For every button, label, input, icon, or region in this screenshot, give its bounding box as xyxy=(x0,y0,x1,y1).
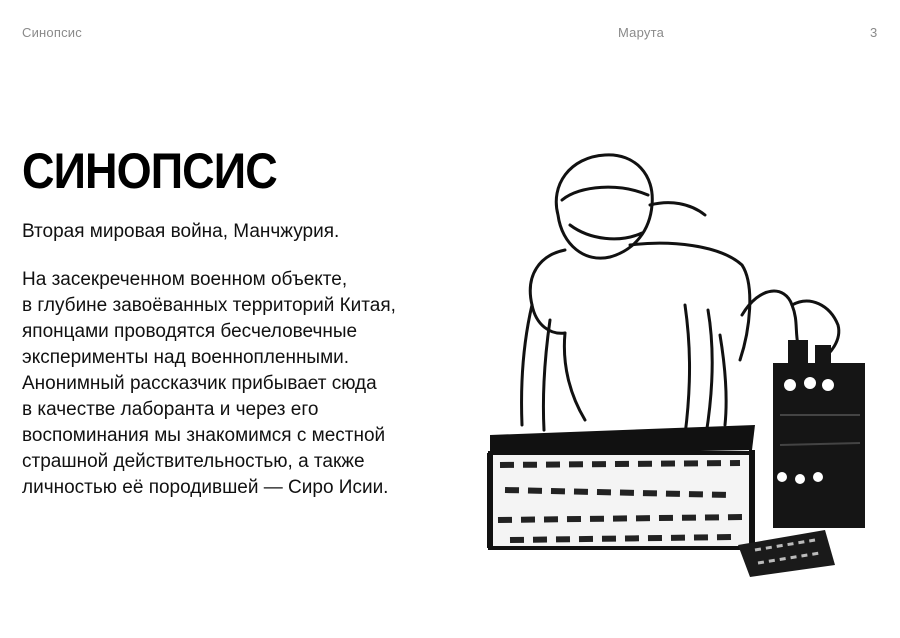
synopsis-paragraph xyxy=(22,267,462,501)
right-arm xyxy=(685,305,690,435)
paragraph-line: страшной действительностью, а также xyxy=(22,451,365,472)
specimen-box xyxy=(490,425,755,548)
paragraph-line: Анонимный рассказчик прибывает сюда xyxy=(22,373,377,394)
ink-illustration xyxy=(470,145,890,590)
paragraph-line: На засекреченном военном объекте, xyxy=(22,269,348,290)
paragraph-line: эксперименты над военнопленными. xyxy=(22,347,350,368)
paragraph-line: японцами проводятся бесчеловечные xyxy=(22,321,358,342)
paragraph-line: в глубине завоёванных территорий Китая, xyxy=(22,295,396,316)
left-arm xyxy=(522,305,532,425)
lead-sentence: Вторая мировая война, Манчжурия. xyxy=(22,221,340,242)
page-title: СИНОПСИС xyxy=(22,143,277,199)
paragraph-line: воспоминания мы знакомимся с местной xyxy=(22,425,386,446)
running-header-section: Синопсис xyxy=(22,25,82,40)
running-header-title: Марута xyxy=(618,25,665,40)
page-number: 3 xyxy=(870,25,878,40)
paragraph-line: личностью её породившей — Сиро Исии. xyxy=(22,477,389,498)
paragraph-line: в качестве лаборанта и через его xyxy=(22,399,319,420)
electrical-apparatus xyxy=(773,340,865,528)
torso-outline xyxy=(530,250,565,333)
